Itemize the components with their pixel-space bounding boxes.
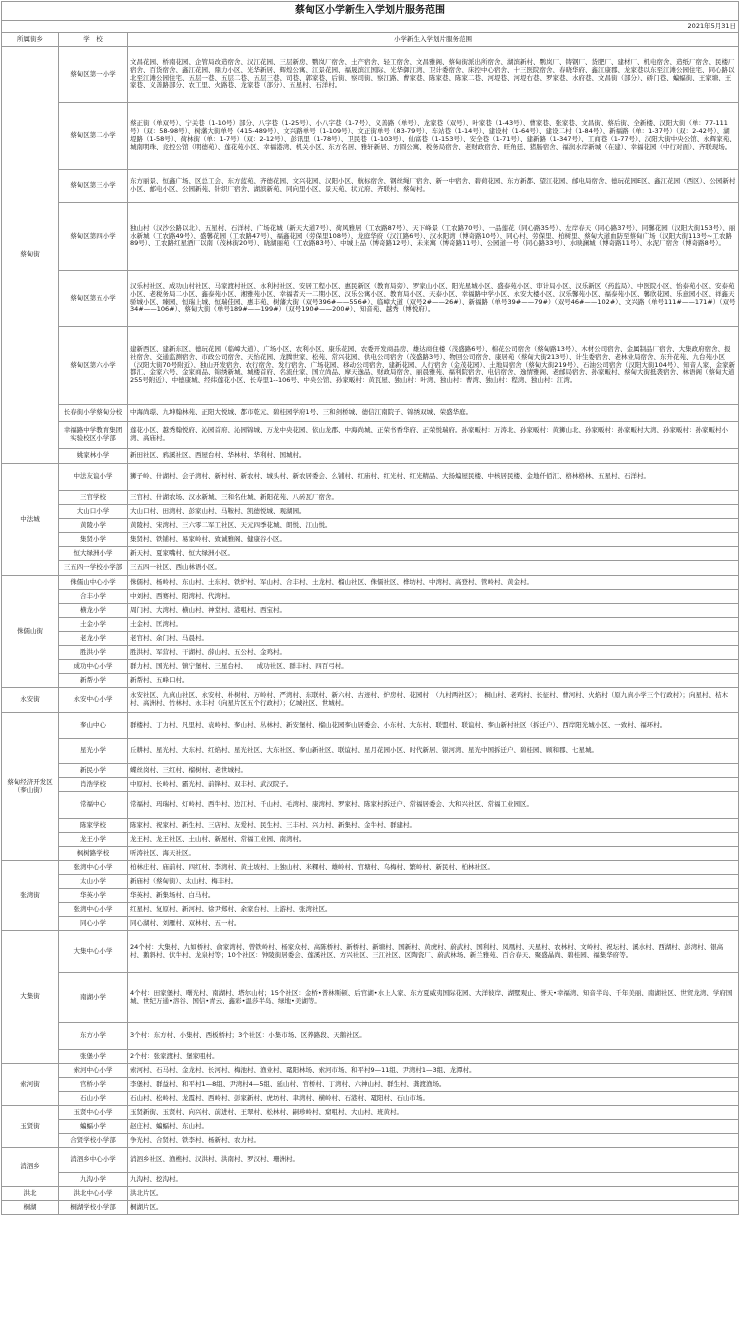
district-cell: 洪北 (2, 1187, 59, 1201)
service-area-cell: 新帮村、五峰口村。 (128, 674, 739, 688)
district-cell: 索河街 (2, 1064, 59, 1106)
table-row (2, 1201, 739, 1215)
service-area-cell: 中原村、长岭村、霸光村、前锋村、双丰村、武汉院子。 (128, 778, 739, 792)
service-area-cell: 九沟村、挖沟村。 (128, 1173, 739, 1187)
district-cell: 永安街 (2, 688, 59, 713)
service-area-cell: 3个村：东方村、小集村、西板桥村；3个社区：小集市场、区养路段、天鹅社区。 (128, 1023, 739, 1050)
school-cell: 大山口小学 (59, 505, 128, 519)
school-cell: 土金小学 (59, 618, 128, 632)
service-area-cell: 文昌花园、桥南花园、企管局改造宿舍、汉江花园、三层新房、鹦岚厂宿舍、土产宿舍、轻工宿舍、文昌雅阁、蔡甸街派出所宿舍、湖滨新村、鹦岚厂、铸钢厂、货肥厂、建材厂、机电宿舍、造纸厂宿舍、民楼厂宿舍、百货宿舍、鑫江花园、鼎力小区、光华新居、辉煌公寓、江景花园、福晟滨江国际、光华御江湾、卫计委宿舍、床控中心宿舍、十三医院宿舍、春晓华府、鑫江康郡、龙家巷以东至江滩公园住宅、同心路以北至江滩公园住宅、五层一巷、五层二巷、五层三巷、司巷、郭家巷、后街、察司街、察江路、曹家巷、陈家巷、陈家二巷、河堤巷、河堤右巷、罗家巷、水府巷、文昌街（部分）、硚门巷、蝙蝠街、王家塘、王家巷、义善路部分、农工里、火路巷、龙家巷（部分）、五星村、石洋村。 (128, 47, 739, 103)
service-area-cell: 汉乐村社区、成功山村社区、马家渡村社区、永利村社区、安居工程小区、惠民新区（教育局旁）、罗家山小区、阳光星城小区、盛泰苑小区、审计局小区、汉乐新区（药监局）、中医院小区、怡泰苑小区、安泰苑小区、老税务局二小区、鑫泰苑小区、湘雅苑小区、幸福者天一二期小区、汉乐公寓小区、教育局小区、天泰小区、幸福路中学小区、永安大楼小区、汉乐馨苑小区、福泰苑小区、馨欣花园、乐意园小区、祥鑫天骄城小区、臻园、恒瑞上城、恒瑞佳园、惠丰苑、树藩大街（双号396#——556#）、临嶂大道（双号2#——26#）、新福路（单号39#——79#）（双号46#——102#）、文兴路（单号111#——171#）（双号34#——106#）、蔡甸大街（单号189#——199#）（双号190#——200#）、知音苑、越秀（博悦府）。 (128, 271, 739, 327)
service-area-cell: 狮子岭、什湖村、会子湾村、新村村、新农村、城头村、新农居委会、么铺村、红庙村、红光村、红光精品、大扬煸屋民楼、中核居民楼、金地仟佰汇、格林格林、五星村、石洋村。 (128, 464, 739, 491)
school-cell: 肖浩学校 (59, 778, 128, 792)
service-area-cell: 周门村、大湾村、横山村、神堂村、港咀村、西宝村。 (128, 604, 739, 618)
school-cell: 枫树路学校 (59, 847, 128, 861)
service-area-cell: 争光村、合贤村、铁李村、杨新村、农力村。 (128, 1134, 739, 1148)
school-cell: 索河中心小学 (59, 1064, 128, 1078)
table-row (2, 327, 739, 405)
district-cell: 张湾街 (2, 861, 59, 931)
school-cell: 黄陵小学 (59, 519, 128, 533)
table-row (2, 464, 739, 491)
service-area-cell: 同心湖村、刘雁村、双林村、五一村。 (128, 917, 739, 931)
table-row (2, 646, 739, 660)
school-cell: 同心小学 (59, 917, 128, 931)
table-row (2, 778, 739, 792)
school-cell: 合丰小学 (59, 590, 128, 604)
school-cell: 三官学校 (59, 491, 128, 505)
district-cell: 消泗乡 (2, 1148, 59, 1187)
service-area-cell: 赵庄村、蝙蝠村、东山村。 (128, 1120, 739, 1134)
service-area-cell: 土金村、匡湾村。 (128, 618, 739, 632)
table-row (2, 1064, 739, 1078)
table-row (2, 505, 739, 519)
school-cell: 张湾中心小学 (59, 903, 128, 917)
service-area-cell: 龙王村、龙王社区、土山村、新屋村、常福工业园、南湾村。 (128, 833, 739, 847)
table-row (2, 660, 739, 674)
table-row (2, 547, 739, 561)
service-area-cell: 新田社区、鸦溪社区、西屋台村、华林村、华利村、国城村。 (128, 449, 739, 464)
service-area-cell: 玉贤新街、玉贤村、向兴村、前进村、王翠村、松林村、嗣珍岭村、窟咀村、大山村、班黄村。 (128, 1106, 739, 1120)
table-row (2, 1187, 739, 1201)
school-cell: 恒大绿洲小学 (59, 547, 128, 561)
school-cell: 集贤小学 (59, 533, 128, 547)
table-row (2, 519, 739, 533)
service-area-cell: 大山口村、田湾村、彭家山村、马鞍村、凯德悦城、观湖园。 (128, 505, 739, 519)
school-cell: 幸福路中学教育集团实验校区小学部 (59, 422, 128, 449)
school-cell: 蔡甸区第一小学 (59, 47, 128, 103)
school-cell: 成功中心小学 (59, 660, 128, 674)
service-area-cell: 丘耕村、星光村、大东村、红焰村、星光社区、大东社区、奓山新社区、联谊村、星月花园小区、时代新居、银河湾、星光中国拆迁户、碧桂园、顾和郡、七星城。 (128, 739, 739, 764)
service-area-cell: 独山村（汉沙公路以北）、五星村、石洋村、广场花城（新天大道7号）、荷风雅居（工农路87号）、天下峰景（工农路70号）、一品莲花（同心路35号）、左岸春天（同心路37号）、同馨花园（汉阳大街153号）、丽水新城（工农路49号）、盛馨花园（工农路47号）、福鑫花园（劳保里108号）、龙庭华府（汉江路6号）、汉水阳湾（博奇路10号）、同心村、劳保里、柏树里、蔡甸大道血防至蔡甸广场（汉阳大街113号~工农路89号）、工农路红星酒厂以南（茂林街20号）、晓湖丽苑（工农路83号）、中城上品（博奇路12号）、未来寓（博奇路11号）、公园道一号（同心路33号）、水映澜城（博奇路11号）、水泥厂宿舍（博奇路8号）。 (128, 203, 739, 271)
table-row (2, 1173, 739, 1187)
school-cell: 三五四一学校小学部 (59, 561, 128, 576)
service-area-cell: 三五四一社区、西山林语小区。 (128, 561, 739, 576)
table-row (2, 103, 739, 170)
school-cell: 蔡甸区第五小学 (59, 271, 128, 327)
service-area-cell: 永安社区、九真山社区、永安村、朴树村、万岭村、严湾村、东联村、新六村、古迹村、炉房村、花园村 （九村两社区）； 桐山村、老鸡村、长征村、曹河村、火焰村（原九真小学三个行政村）；向星村、桔木村、高洲村、竹林村、永丰村（向星片区五个行政村）；亿城社区、世城村。 (128, 688, 739, 713)
district-cell: 大集街 (2, 931, 59, 1064)
table-row (2, 1023, 739, 1050)
school-cell: 蝙蝠小学 (59, 1120, 128, 1134)
district-cell: 桐湖 (2, 1201, 59, 1215)
table-row (2, 903, 739, 917)
service-area-cell: 群楼村、丁力村、凡里村、袁岭村、奓山村、丛林村、新安堡村、榴山花园奓山居委会、小东村、大东村、联盟村、联谊村、奓山新村社区（拆迁户）、西岸阳光城小区、一致村、福环村。 (128, 713, 739, 739)
service-area-cell: 新天村、夏家嘴村、恒大绿洲小区。 (128, 547, 739, 561)
table-row (2, 847, 739, 861)
school-cell: 奓山中心 (59, 713, 128, 739)
header-row (2, 33, 739, 47)
school-cell: 蔡甸区第二小学 (59, 103, 128, 170)
school-cell: 合贤学校小学部 (59, 1134, 128, 1148)
table-row (2, 47, 739, 103)
service-area-cell: 老官村、余门村、马晨村。 (128, 632, 739, 646)
table-row (2, 833, 739, 847)
table-row (2, 688, 739, 713)
table-row (2, 1078, 739, 1092)
service-area-cell: 黄陵村、宋湾村、三六零二军工社区、天元四季花城、朗悦、江山悦。 (128, 519, 739, 533)
enrollment-table (1, 1, 739, 1215)
school-cell: 永安中心小学 (59, 688, 128, 713)
table-row (2, 618, 739, 632)
service-area-cell: 洪北片区。 (128, 1187, 739, 1201)
table-row (2, 931, 739, 973)
header-district: 所属街乡 (2, 33, 59, 47)
school-cell: 张堡小学 (59, 1050, 128, 1064)
service-area-cell: 2个村：张家渡村、堡家咀村。 (128, 1050, 739, 1064)
table-row (2, 271, 739, 327)
table-row (2, 422, 739, 449)
school-cell: 大集中心小学 (59, 931, 128, 973)
school-cell: 玉贤中心小学 (59, 1106, 128, 1120)
school-cell: 长春街小学蔡甸分校 (59, 405, 128, 422)
header-area: 小学新生入学划片服务范围 (128, 33, 739, 47)
school-cell: 张湾中心小学 (59, 861, 128, 875)
district-cell: 蔡甸经济开发区（奓山街） (2, 713, 59, 861)
service-area-cell: 中海尚璟、九坤翰林苑、正阳大悦城、都市乾元、碧桂园学府1号、三和剑桥城、德信江南院子、锦绣双城、荣盛华庭。 (128, 405, 739, 422)
service-area-cell: 蔡正街（单双号）、宁关巷（1-10号）部分、八字巷（1-25号）、小八字巷（1-7号）、义善路（单号）、龙家巷（双号）、叶家巷（1-43号）、曹家巷、张家巷、文昌街、蔡后街、全新楼、汉阳大街（单：77-111号）（双：58-98号）、树藩大街单号（415-489号）、文兴路单号（1-109号）、文正街单号（83-79号）、车站巷（1-14号）、建设村（1-64号）、建设二村（1-84号）、新福路（单：1-37号）（双：2-42号）、湖堤路（1-58号）、荷林街（单：1-7号）（双：2-12号）、彭讯里（1-78号）、卫民巷（1-103号）、仙富巷（1-153号）、安全巷（1-71号）、建新路（1-347号）、工商巷（1-77号）、汉阳大街中央公馆、永辉家苑、城南明珠、竞控公馆（明德苑）、莲花苑小区、幸福港湾、机关小区、东方名居、雅轩新居、方圆公寓、税务局宿舍、老财政宿舍、旺角廷、猪肠宿舍、福润水岸新城（在建）、幸福花园（中行对面）、齐联现场。 (128, 103, 739, 170)
district-cell: 侏儒山街 (2, 576, 59, 688)
table-row (2, 604, 739, 618)
school-cell: 洪北中心小学 (59, 1187, 128, 1201)
service-area-cell: 桐湖片区。 (128, 1201, 739, 1215)
school-cell: 陈家学校 (59, 819, 128, 833)
service-area-cell: 群力村、国光村、镇宁堡村、三星台村、 成功社区、群丰村、四百弓村。 (128, 660, 739, 674)
table-row (2, 1148, 739, 1173)
service-area-cell: 石山村、松岭村、龙霞村、西岭村、彭家新村、虎坊村、聿湾村、横岭村、石港村、鼋阳村、石山市场。 (128, 1092, 739, 1106)
service-area-cell: 李堡村、群益村、和平村1—8组、尹湾村4—5组、延山村、官桥村、丁湾村、六神山村、群生村、龚渡渔场。 (128, 1078, 739, 1092)
district-cell: 中法城 (2, 464, 59, 576)
table-row (2, 170, 739, 203)
service-area-cell: 常福村、玛瑞村、灯岭村、西牛村、边江村、千山村、毛湾村、康湾村、罗家村、陈家村拆迁户、常福居委会、大和兴社区、常福工业园区。 (128, 792, 739, 819)
school-cell: 太山小学 (59, 875, 128, 889)
school-cell: 星光小学 (59, 739, 128, 764)
table-row (2, 449, 739, 464)
table-row (2, 405, 739, 422)
school-cell: 中法友谊小学 (59, 464, 128, 491)
table-row (2, 203, 739, 271)
table-row (2, 632, 739, 646)
school-cell: 胜洪小学 (59, 646, 128, 660)
table-row (2, 819, 739, 833)
service-area-cell: 胜洪村、军营村、干湖村、薛山村、五公村、金鸡村。 (128, 646, 739, 660)
school-cell: 龙王小学 (59, 833, 128, 847)
district-cell: 蔡甸街 (2, 47, 59, 464)
header-school: 学 校 (59, 33, 128, 47)
service-area-cell: 柏林庄村、庙前村、四红村、李湾村、黄土坡村、上独山村、米粿村、雄岭村、官塘村、乌梅村、繁岭村、新民村、柏林社区。 (128, 861, 739, 875)
table-row (2, 713, 739, 739)
table-row (2, 561, 739, 576)
service-area-cell: 陈家村、祝家村、新生村、三店村、友爱村、民生村、三丰村、兴力村、新集村、金牛村、群建村。 (128, 819, 739, 833)
service-area-cell: 新庙村（蔡甸街）、太山村、梅丰村。 (128, 875, 739, 889)
service-area-cell: 集贤村、铁铺村、易家岭村、致诚雅阁、健康谷小区。 (128, 533, 739, 547)
table-row (2, 739, 739, 764)
table-row (2, 889, 739, 903)
table-row (2, 792, 739, 819)
school-cell: 官桥小学 (59, 1078, 128, 1092)
service-area-cell: 听涛社区、海天社区。 (128, 847, 739, 861)
table-row (2, 764, 739, 778)
school-cell: 新民小学 (59, 764, 128, 778)
service-area-cell: 华英村、新集场村、白马村。 (128, 889, 739, 903)
school-cell: 华英小学 (59, 889, 128, 903)
school-cell: 南湖小学 (59, 973, 128, 1023)
school-cell: 蔡甸区第四小学 (59, 203, 128, 271)
school-cell: 九沟小学 (59, 1173, 128, 1187)
table-row (2, 576, 739, 590)
service-area-cell: 侏儒村、杨岭村、东山村、土东村、铁炉村、军山村、合丰村、土龙村、榴山社区、侏儒社区、桦坊村、中湾村、高登村、管岭村、黄金村。 (128, 576, 739, 590)
school-cell: 老龙小学 (59, 632, 128, 646)
table-row (2, 533, 739, 547)
service-area-cell: 三官村、什湖农场、汉水新城、三和名仕城、新阳花苑、八砖瓦厂宿舍。 (128, 491, 739, 505)
school-cell: 消泗乡中心小学 (59, 1148, 128, 1173)
school-cell: 横龙小学 (59, 604, 128, 618)
table-row (2, 973, 739, 1023)
table-row (2, 491, 739, 505)
school-cell: 新帮小学 (59, 674, 128, 688)
document-date: 2021年5月31日 (2, 21, 739, 33)
service-area-cell: 建新西区、建新东区、德玩花园（临嶂大道）、广场小区、农利小区、康乐花园、农委开发商品房、雄达商住楼（茂盛路6号）、棉花公司宿舍（蔡甸路13号）、木材公司宿舍、金属制品厂宿舍、大集政府宿舍、报社宿舍、交通监测宿舍、市政公司宿舍、天怡花园、龙腾世家、松苑、常兴花园、供电公司宿舍（茂盛路3号）、物回公司宿舍、康居苑（蔡甸大街213号）、计生委宿舍、老林业局宿舍、东升花苑、九台苑小区（汉阳大街70号附近）、独山开发宿舍、农行宿舍、发行宿舍、广场花园、移动公司宿舍、建新花园、人行宿舍（金茂花园）、土地局宿舍（蔡甸大街219号）、石油公司宿舍（汉阳大街104号）、知音人家、金家新都汇、金家六号、金家商品、锦绣新城、城楼首府、名流仕家、国立尚品、摩天逸品、财政局宿舍、丽晨雅苑、福利院宿舍、电信宿舍、逸情雅阁、老邮局宿舍、孙家畈村、蔡甸大街抵袭宿舍、林语阁（蔡甸大道255号附近）、中德康城、经纬莲花小区、长寿里1--106号、中央公馆、孙家畈村：黄瓦屋、独山村：叶湾、独山村：曹湾、独山村：程湾、独山村：江湾。 (128, 327, 739, 405)
table-row (2, 1134, 739, 1148)
table-row (2, 1092, 739, 1106)
page-title: 蔡甸区小学新生入学划片服务范围 (2, 2, 739, 21)
service-area-cell: 莲花小区、越秀翰悦府、沁园首府、沁园锦城、万龙中央花园、依山龙郡、中海尚城、正荣书香华府、正荣悦瑞府。孙家畈村：万涛北、孙家畈村：黄狮山北、孙家畈村：孙家畈村大湾、孙家畈村：孙家畈村小湾、高庙村。 (128, 422, 739, 449)
table-row (2, 590, 739, 604)
table-row (2, 861, 739, 875)
table-row (2, 674, 739, 688)
school-cell: 姚家林小学 (59, 449, 128, 464)
school-cell: 蔡甸区第三小学 (59, 170, 128, 203)
table-row (2, 875, 739, 889)
table-row (2, 917, 739, 931)
school-cell: 常福中心 (59, 792, 128, 819)
table-row (2, 1106, 739, 1120)
table-row (2, 1120, 739, 1134)
service-area-cell: 24个村：大集村、九如桥村、俞家湾村、曾铁岭村、杨家众村、高陈桥村、新桥村、新塘村、国新村、黄虎村、蔚武村、国利村、凤凰村、天星村、农林村、文岭村、祝坛村、溪水村、西湖村、彭湾村、银高村、鹅斜村、伏牛村、龙泉村等；10个社区：钟陵街居委会、莲溪社区、方兴社区、三江社区、区陶瓷厂、蔚武林场、新兰雅苑、百合春天、聚盛晶尚、碧桂园、福集华府等。 (128, 931, 739, 973)
service-area-cell: 消泗乡社区、渔樵村、汉洪村、洪南村、罗汉村、珊洲村。 (128, 1148, 739, 1173)
school-cell: 石山小学 (59, 1092, 128, 1106)
service-area-cell: 中刘村、西赛村、阳湾村、代湾村。 (128, 590, 739, 604)
district-cell: 玉贤街 (2, 1106, 59, 1148)
service-area-cell: 红星村、复原村、新河村、徐尹郑村、余家台村、上游村、张湾社区。 (128, 903, 739, 917)
table-row (2, 1050, 739, 1064)
service-area-cell: 4个村：田家堡村、曙光村、南湖村、塔尔山村；15个社区：金桥•普林斯顿、后官湖•水上人家、东方夏威夷国际花园、大洋彼岸、湖墅观止、誉天•幸福湾、知音半岛、千年美丽、南湖社区、世贸龙湾、学府国城、世纪万通•溶谷、国信•青云、鑫彩•温莎半岛、绿地•美湖等。 (128, 973, 739, 1023)
school-cell: 侏儒山中心小学 (59, 576, 128, 590)
school-cell: 桐湖学校小学部 (59, 1201, 128, 1215)
service-area-cell: 东方丽景、恒鑫广场、区总工会、东方蓝苑、齐德花园、文兴花园、汉阳小区、航标宿舍、钢丝绳厂宿舍、新一中宿舍、碧荷花园、东方新都、望江花园、邮电局宿舍、德玩花园E区、鑫江花园（西区）、公园新村小区、邮电小区、公园新苑、针织厂宿舍、湖滨新苑、同向里小区、景天苑、状元府、齐联村、蔡甸村。 (128, 170, 739, 203)
service-area-cell: 蝶丝岗村、三红村、榴树村、老世城村。 (128, 764, 739, 778)
school-cell: 东方小学 (59, 1023, 128, 1050)
service-area-cell: 索河村、石马村、金龙村、长河村、梅池村、渔业村、鼋阳林场、索河市场、和平村9—11组、尹湾村1—3组、龙潭村。 (128, 1064, 739, 1078)
school-cell: 蔡甸区第六小学 (59, 327, 128, 405)
